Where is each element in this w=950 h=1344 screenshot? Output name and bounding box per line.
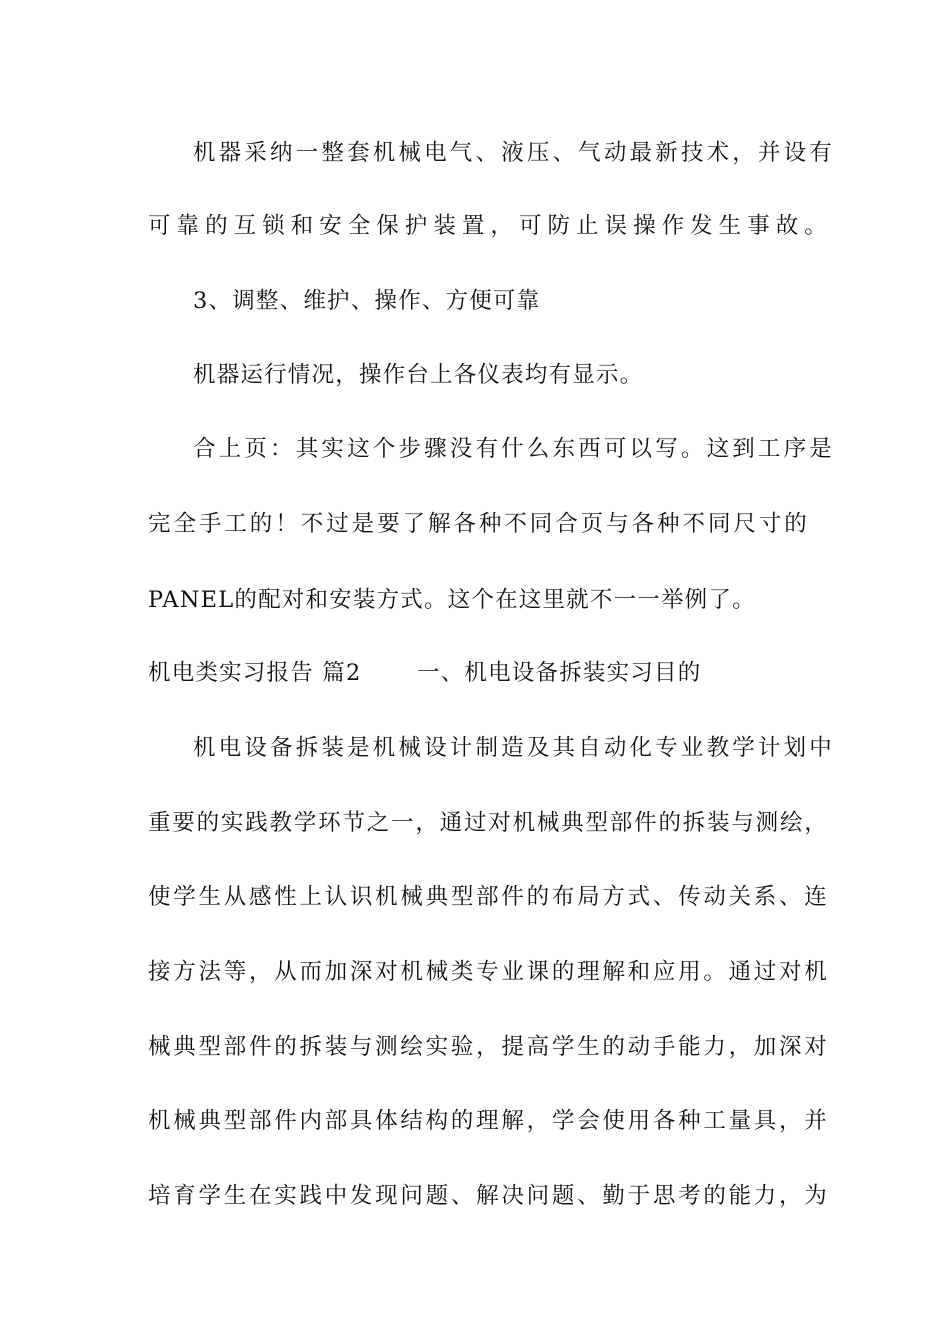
text-line: PANEL的配对和安装方式。这个在这里就不一一举例了。 <box>148 587 756 613</box>
list-heading: 3、调整、维护、操作、方便可靠 <box>193 288 541 314</box>
paragraph-line: 机械典型部件内部具体结构的理解，学会使用各种工量具，并 <box>148 1108 828 1134</box>
paragraph-line: 械典型部件的拆装与测绘实验，提高学生的动手能力，加深对 <box>148 1034 828 1060</box>
text-line: 机器采纳一整套机械电气、液压、气动最新技术，并设有 <box>193 140 833 166</box>
paragraph-line: 重要的实践教学环节之一，通过对机械典型部件的拆装与测绘， <box>148 810 828 836</box>
paragraph-line: 接方法等，从而加深对机械类专业课的理解和应用。通过对机 <box>148 959 828 985</box>
paragraph-line: 机电设备拆装是机械设计制造及其自动化专业教学计划中 <box>193 735 833 761</box>
paragraph-line: 培育学生在实践中发现问题、解决问题、勤于思考的能力，为 <box>148 1183 828 1209</box>
text-line: 合上页：其实这个步骤没有什么东西可以写。这到工序是 <box>193 436 833 462</box>
section-title: 机电类实习报告 篇2 <box>148 660 362 686</box>
text-line: 完全手工的！不过是要了解各种不同合页与各种不同尺寸的 <box>148 511 808 537</box>
text-line: 可靠的互锁和安全保护装置，可防止误操作发生事故。 <box>148 213 828 239</box>
section-subtitle: 一、机电设备拆装实习目的 <box>417 660 702 686</box>
text-line: 机器运行情况，操作台上各仪表均有显示。 <box>193 362 644 388</box>
paragraph-line: 使学生从感性上认识机械典型部件的布局方式、传动关系、连 <box>148 884 828 910</box>
